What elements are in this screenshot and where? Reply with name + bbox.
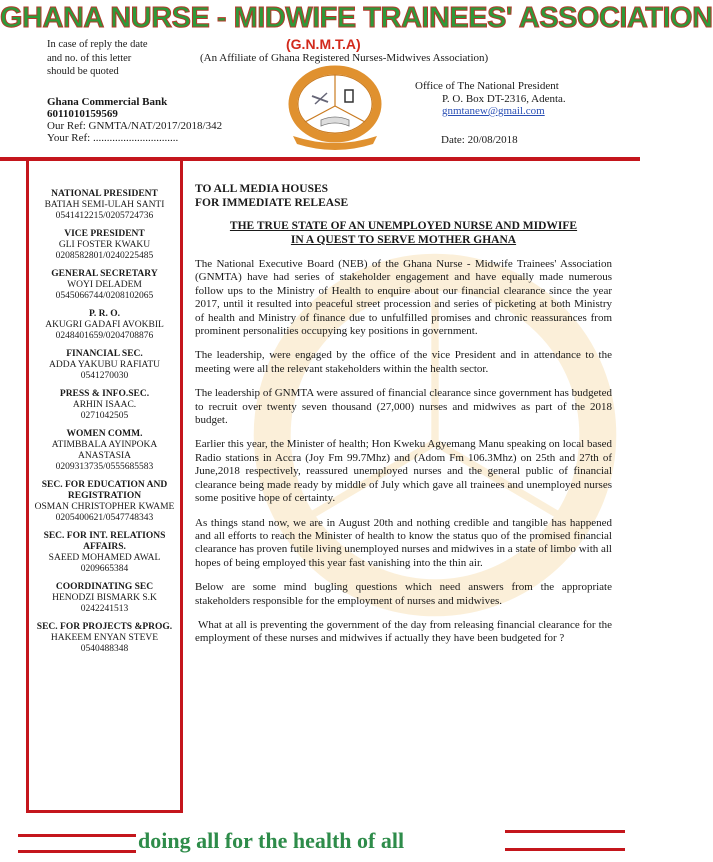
headline-line: THE TRUE STATE OF AN UNEMPLOYED NURSE AND MIDWIFE [229,220,578,232]
officer-phone: 0541412215/0205724736 [55,211,154,221]
officer-phone: 0208582801/0240225485 [55,251,154,261]
account-number: 6011010159569 [47,108,118,120]
officer-phone: 0541270030 [80,371,129,381]
press-release-body [195,182,615,646]
officer-phone: 0545066744/0208102065 [55,291,154,301]
officer-position: GENERAL SECRETARY [51,269,158,279]
footer-rule [505,848,625,851]
footer-rule [18,834,136,837]
association-logo-icon [285,66,385,151]
officer-phone: 0271042505 [80,411,129,421]
officer-name: GLI FOSTER KWAKU [58,240,151,250]
reply-note-line: should be quoted [47,66,119,77]
officer-entry [29,531,180,575]
officer-position: PRESS & INFO.SEC. [59,389,150,399]
officer-entry [29,480,180,524]
bank-name: Ghana Commercial Bank [47,96,168,108]
officers-list [29,189,180,662]
officer-entry [29,429,180,473]
paragraph: Earlier this year, the Minister of health; Hon Kweku Agyemang Manu speaking on local based Radio stations in Accra (Joy Fm 99.7Mhz) and (Adom Fm 106.3Mhz) on 25th and 27th of June,2018 respectively, reassured unemployed nurses and the general public of financial clearance being made ready by middle of July which gave all trainees and unemployed nurses some positive hope of certainty. [195,438,612,505]
officer-position: SEC. FOR INT. RELATIONS AFFAIRS. [43,531,166,552]
officer-position: SEC. FOR PROJECTS &PROG. [36,622,173,632]
officer-entry [29,309,180,342]
officer-name: OSMAN CHRISTOPHER KWAME [34,502,175,512]
officer-name: HENODZI BISMARK S.K [52,593,157,603]
po-box: P. O. Box DT-2316, Adenta. [442,92,566,105]
office-address [415,80,566,118]
officer-entry [29,229,180,262]
officer-entry [29,189,180,222]
footer-slogan: doing all for the health of all [138,828,405,853]
footer [0,826,640,862]
paragraph: The leadership, were engaged by the office of the vice President and in attendance to the meeting were all the relevant stakeholders within the health sector. [195,349,612,375]
officer-phone: 0248401659/0204708876 [55,331,154,341]
officer-position: NATIONAL PRESIDENT [51,189,158,199]
paragraph: Below are some mind bugling questions which need answers from the appropriate stakeholders responsible for the employment of nurses and midwives. [195,581,612,607]
footer-rule [505,830,625,833]
officer-name: HAKEEM ENYAN STEVE [50,633,159,643]
reply-note-line: and no. of this letter [47,52,132,64]
officer-phone: 0540488348 [80,644,129,654]
release-label: FOR IMMEDIATE RELEASE [195,197,349,209]
officer-name: WOYI DELADEM [67,280,142,290]
officer-name: ARHIN ISAAC. [72,400,137,410]
your-ref: Your Ref: ............................... [47,132,179,144]
officer-phone: 0205400621/0547748343 [55,513,154,523]
officer-entry [29,269,180,302]
officer-name: SAEED MOHAMED AWAL [48,553,161,563]
affiliate-note: (An Affiliate of Ghana Registered Nurses-Midwives Association) [200,52,489,64]
officer-name: AKUGRI GADAFI AVOKBIL [45,320,164,330]
reply-note-line: In case of reply the date [47,39,148,50]
officer-name: ATIMBBALA AYINPOKA ANASTASIA [51,440,158,461]
reply-note [47,38,148,79]
officer-entry [29,349,180,382]
association-title: GHANA NURSE - MIDWIFE TRAINEES' ASSOCIATION [0,2,713,34]
officer-entry [29,389,180,422]
officer-entry [29,582,180,615]
footer-rule [18,850,136,853]
addressee: TO ALL MEDIA HOUSES [195,183,329,195]
headline [195,219,612,247]
paragraph: What at all is preventing the government of the day from releasing financial clearance for the employment of these nurses and midwives if actually they have been budgeted for ? [195,618,615,645]
officer-name: BATIAH SEMI-ULAH SANTI [44,200,165,210]
officer-position: WOMEN COMM. [66,429,143,439]
officer-phone: 0209313735/0555685583 [55,462,154,472]
office-name: Office of The National President [415,80,559,92]
officer-position: P. R. O. [88,309,121,319]
paragraph: The leadership of GNMTA were assured of financial clearance since government has budgeted to recruit over twenty seven thousand (27,000) nurses and midwives as part of the 2018 budget. [195,387,612,427]
email-link[interactable]: gnmtanew@gmail.com [442,105,545,117]
bank-details [47,96,222,144]
officer-position: VICE PRESIDENT [64,229,145,239]
officer-position: FINANCIAL SEC. [66,349,143,359]
officer-entry [29,622,180,655]
officer-phone: 0209665384 [80,564,129,574]
our-ref: Our Ref: GNMTA/NAT/2017/2018/342 [47,120,223,132]
letter-date: Date: 20/08/2018 [441,134,518,146]
paragraph: As things stand now, we are in August 20th and nothing credible and tangible has happened and all efforts to reach the Minister of health to know the status quo of the promised financial clearance has proven futile living unemployed nurses and midwives in a state of limbo with all hopes of being employed this year fast vanishing into the thin air. [195,516,612,569]
association-abbreviation: (G.N.M.T.A) [286,36,361,52]
officer-position: SEC. FOR EDUCATION AND REGISTRATION [41,480,168,501]
paragraph: The National Executive Board (NEB) of the Ghana Nurse - Midwife Trainees' Association (GNMTA) have had series of stakeholder engagement and have equally made numerous follow ups to the Ministry of Health to enquire about our financial clearance since the year 2017, until it resulted into peaceful street procession and series of picketing at both Ministry of health and Ministry of finance due to unfulfilled promises and chronic reassurances from prominent personalities occupying key positions in government. [195,258,612,338]
headline-line: IN A QUEST TO SERVE MOTHER GHANA [290,234,517,246]
officer-position: COORDINATING SEC [55,582,154,592]
officer-phone: 0242241513 [80,604,129,614]
officer-name: ADDA YAKUBU RAFIATU [48,360,161,370]
